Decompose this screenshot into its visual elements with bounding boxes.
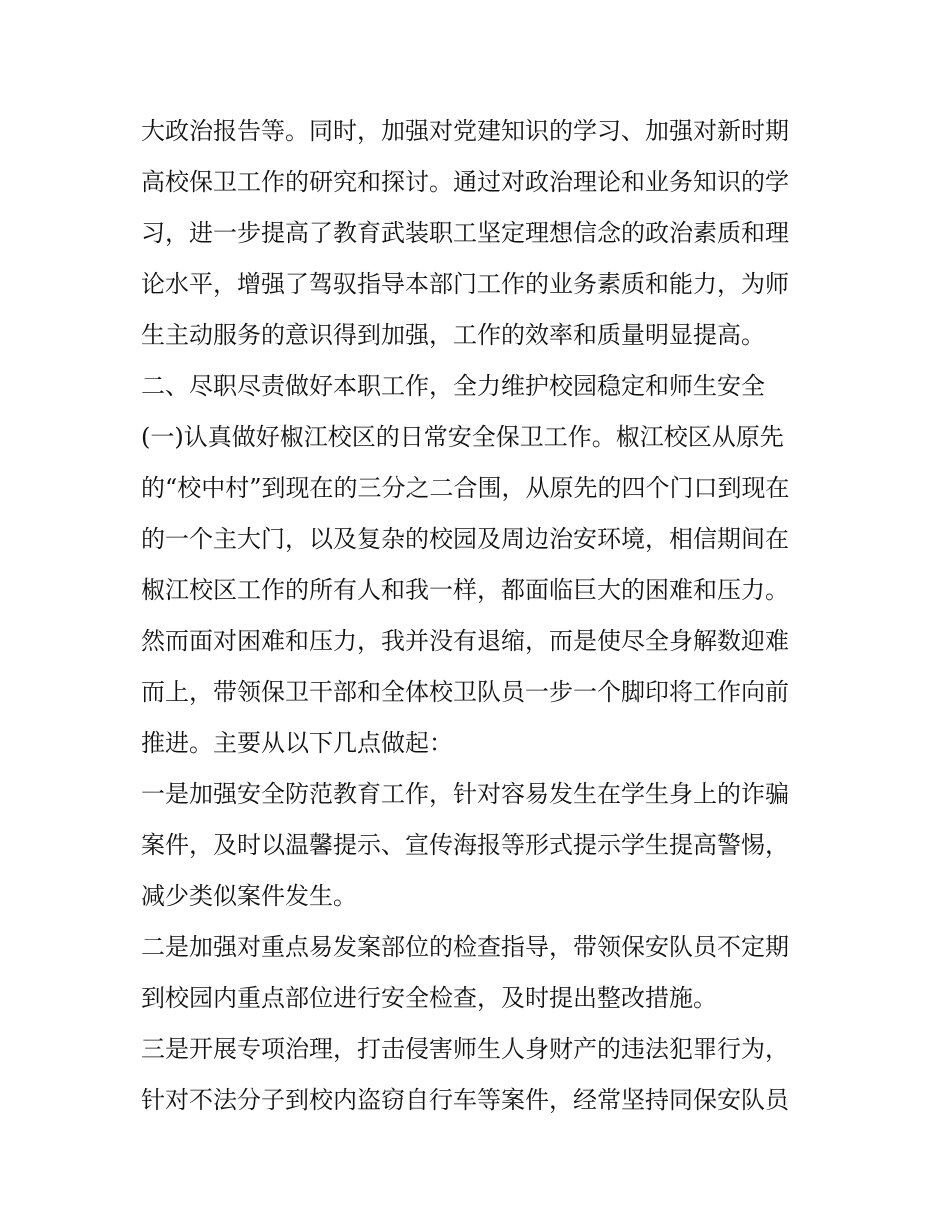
text-line: 论水平，增强了驾驭指导本部门工作的业务素质和能力，为师 <box>141 270 789 298</box>
list-item: 二是加强对重点易发案部位的检查指导，带领保安队员不定期 <box>141 933 789 961</box>
text-line: 的一个主大门，以及复杂的校园及周边治安环境，相信期间在 <box>141 525 789 553</box>
text-line: 减少类似案件发生。 <box>141 882 357 910</box>
text-line: 然而面对困难和压力，我并没有退缩，而是使尽全身解数迎难 <box>141 627 789 655</box>
text-line: 生主动服务的意识得到加强，工作的效率和质量明显提高。 <box>141 321 765 349</box>
text-line: 的“校中村”到现在的三分之二合围，从原先的四个门口到现在 <box>141 474 790 502</box>
document-body <box>141 106 821 1126</box>
text-line: 大政治报告等。同时，加强对党建知识的学习、加强对新时期 <box>141 117 789 145</box>
subsection-heading: (一)认真做好椒江校区的日常安全保卫工作。椒江校区从原先 <box>141 423 784 451</box>
text-line: 而上，带领保卫干部和全体校卫队员一步一个脚印将工作向前 <box>141 678 789 706</box>
text-line: 推进。主要从以下几点做起： <box>141 729 453 757</box>
text-line: 高校保卫工作的研究和探讨。通过对政治理论和业务知识的学 <box>141 168 789 196</box>
list-item: 一是加强安全防范教育工作，针对容易发生在学生身上的诈骗 <box>141 780 789 808</box>
section-heading: 二、尽职尽责做好本职工作，全力维护校园稳定和师生安全 <box>141 372 765 400</box>
text-line: 案件，及时以温馨提示、宣传海报等形式提示学生提高警惕， <box>141 831 789 859</box>
list-item: 三是开展专项治理，打击侵害师生人身财产的违法犯罪行为， <box>141 1035 789 1063</box>
text-line: 习，进一步提高了教育武装职工坚定理想信念的政治素质和理 <box>141 219 789 247</box>
text-line: 针对不法分子到校内盗窃自行车等案件，经常坚持同保安队员 <box>141 1086 789 1114</box>
text-line: 椒江校区工作的所有人和我一样，都面临巨大的困难和压力。 <box>141 576 789 604</box>
text-line: 到校园内重点部位进行安全检查，及时提出整改措施。 <box>141 984 717 1012</box>
